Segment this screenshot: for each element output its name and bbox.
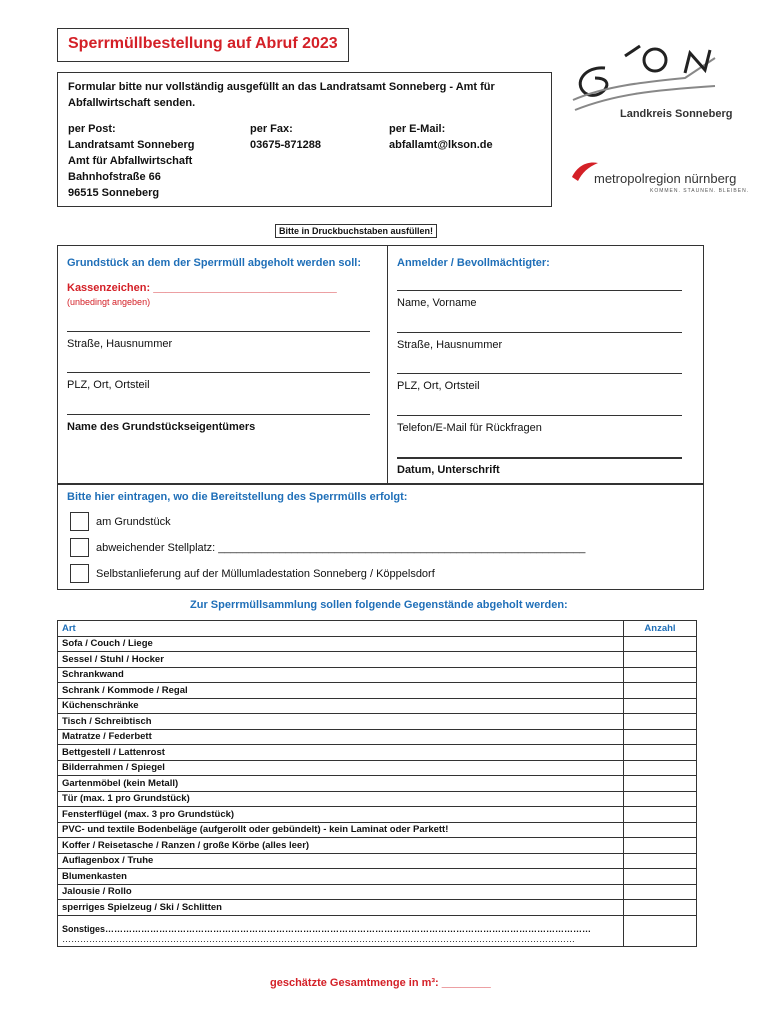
col-anzahl-header: Anzahl <box>624 621 697 637</box>
option-property-label: am Grundstück <box>96 516 171 528</box>
table-row <box>58 807 697 823</box>
item-name: Sessel / Stuhl / Hocker <box>58 652 624 668</box>
item-name: Jalousie / Rollo <box>58 884 624 900</box>
owner-input-line[interactable] <box>67 414 370 415</box>
option-self-delivery-checkbox[interactable] <box>70 564 89 583</box>
block-letters-note: Bitte in Druckbuchstaben ausfüllen! <box>275 224 437 238</box>
table-row <box>58 900 697 916</box>
placement-heading: Bitte hier eintragen, wo die Bereitstellung des Sperrmülls erfolgt: <box>67 491 408 503</box>
title-box <box>57 28 349 62</box>
option-property-checkbox[interactable] <box>70 512 89 531</box>
item-quantity-cell[interactable] <box>624 822 697 838</box>
table-row <box>58 776 697 792</box>
item-quantity-cell[interactable] <box>624 760 697 776</box>
item-name: Koffer / Reisetasche / Ranzen / große Körbe (alles leer) <box>58 838 624 854</box>
plz-label: PLZ, Ort, Ortsteil <box>67 379 150 391</box>
phone-input-line[interactable] <box>397 415 682 416</box>
item-quantity-cell[interactable] <box>624 667 697 683</box>
table-row <box>58 822 697 838</box>
table-row <box>58 869 697 885</box>
lkson-logo-graphic <box>565 38 755 138</box>
street-label: Straße, Hausnummer <box>67 338 173 350</box>
option-alt-location-checkbox[interactable] <box>70 538 89 557</box>
intro-text-2: Abfallwirtschaft senden. <box>68 97 196 109</box>
item-quantity-cell[interactable] <box>624 853 697 869</box>
lkson-logo-text: Landkreis Sonneberg <box>620 108 733 120</box>
item-name: Auflagenbox / Truhe <box>58 853 624 869</box>
item-name: Bilderrahmen / Spiegel <box>58 760 624 776</box>
items-table <box>57 620 697 947</box>
item-quantity-cell[interactable] <box>624 636 697 652</box>
metropolregion-logo <box>570 155 760 200</box>
table-row <box>58 853 697 869</box>
sonstiges-quantity-cell[interactable] <box>624 915 697 946</box>
item-name: Schrank / Kommode / Regal <box>58 683 624 699</box>
table-row <box>58 652 697 668</box>
applicant-street-input-line[interactable] <box>397 332 682 333</box>
table-row <box>58 745 697 761</box>
option-alt-location-label[interactable]: abweichender Stellplatz: ____________________________________________________________ <box>96 542 586 554</box>
item-quantity-cell[interactable] <box>624 776 697 792</box>
email-label: per E-Mail: <box>389 123 446 135</box>
item-name: Tisch / Schreibtisch <box>58 714 624 730</box>
intro-text-1: Formular bitte nur vollständig ausgefüllt an das Landratsamt Sonneberg - Amt für <box>68 81 495 93</box>
applicant-plz-input-line[interactable] <box>397 373 682 374</box>
item-name: Schrankwand <box>58 667 624 683</box>
applicant-plz-label: PLZ, Ort, Ortsteil <box>397 380 480 392</box>
item-name: PVC- und textile Bodenbeläge (aufgerollt oder gebündelt) - kein Laminat oder Parkett! <box>58 822 624 838</box>
metropolregion-slogan: KOMMEN. STAUNEN. BLEIBEN. <box>650 188 750 194</box>
phone-label: Telefon/E-Mail für Rückfragen <box>397 422 542 434</box>
post-label: per Post: <box>68 123 116 135</box>
post-line: 96515 Sonneberg <box>68 187 160 199</box>
lkson-logo <box>565 38 755 138</box>
post-line: Landratsamt Sonneberg <box>68 139 195 151</box>
item-quantity-cell[interactable] <box>624 869 697 885</box>
signature-label: Datum, Unterschrift <box>397 464 500 476</box>
item-quantity-cell[interactable] <box>624 900 697 916</box>
email-value: abfallamt@lkson.de <box>389 139 493 151</box>
name-input-line[interactable] <box>397 290 682 291</box>
post-line: Amt für Abfallwirtschaft <box>68 155 193 167</box>
kassenzeichen-note: (unbedingt angeben) <box>67 297 151 307</box>
total-volume-field[interactable]: geschätzte Gesamtmenge in m³: ________ <box>270 977 491 989</box>
table-row <box>58 683 697 699</box>
item-name: Sofa / Couch / Liege <box>58 636 624 652</box>
item-quantity-cell[interactable] <box>624 698 697 714</box>
table-row <box>58 884 697 900</box>
item-quantity-cell[interactable] <box>624 884 697 900</box>
applicant-street-label: Straße, Hausnummer <box>397 339 503 351</box>
item-name: Blumenkasten <box>58 869 624 885</box>
table-row <box>58 791 697 807</box>
owner-label: Name des Grundstückseigentümers <box>67 421 256 433</box>
fax-label: per Fax: <box>250 123 293 135</box>
signature-input-line[interactable] <box>397 457 682 459</box>
option-self-delivery-label: Selbstanlieferung auf der Müllumladestation Sonneberg / Köppelsdorf <box>96 568 435 580</box>
applicant-heading: Anmelder / Bevollmächtigter: <box>397 257 550 269</box>
item-quantity-cell[interactable] <box>624 745 697 761</box>
sonstiges-line-1: Sonstiges……………………………………………………………………………………………………………………………………………… <box>62 923 592 934</box>
item-quantity-cell[interactable] <box>624 652 697 668</box>
address-form-box <box>57 245 704 485</box>
sonstiges-line-2: ……………………………………………………………………………………………………………………………………………………… <box>62 933 575 944</box>
item-name: Küchenschränke <box>58 698 624 714</box>
item-quantity-cell[interactable] <box>624 807 697 823</box>
item-quantity-cell[interactable] <box>624 729 697 745</box>
item-name: Matratze / Federbett <box>58 729 624 745</box>
item-name: Gartenmöbel (kein Metall) <box>58 776 624 792</box>
plz-input-line[interactable] <box>67 372 370 373</box>
item-name: Bettgestell / Lattenrost <box>58 745 624 761</box>
submission-info-box <box>57 72 552 207</box>
form-column-divider <box>387 245 388 483</box>
col-art-header: Art <box>58 621 624 637</box>
table-row <box>58 729 697 745</box>
kassenzeichen-field[interactable]: Kassenzeichen: ______________________________ <box>67 282 337 294</box>
sonstiges-row <box>58 915 697 946</box>
street-input-line[interactable] <box>67 331 370 332</box>
item-quantity-cell[interactable] <box>624 791 697 807</box>
table-row <box>58 667 697 683</box>
property-heading: Grundstück an dem der Sperrmüll abgeholt werden soll: <box>67 257 361 269</box>
item-quantity-cell[interactable] <box>624 838 697 854</box>
table-row <box>58 698 697 714</box>
item-quantity-cell[interactable] <box>624 714 697 730</box>
name-label: Name, Vorname <box>397 297 477 309</box>
post-line: Bahnhofstraße 66 <box>68 171 161 183</box>
table-row <box>58 714 697 730</box>
table-row <box>58 636 697 652</box>
page-title: Sperrmüllbestellung auf Abruf 2023 <box>68 35 338 52</box>
table-row <box>58 838 697 854</box>
item-name: sperriges Spielzeug / Ski / Schlitten <box>58 900 624 916</box>
items-heading: Zur Sperrmüllsammlung sollen folgende Gegenstände abgeholt werden: <box>190 599 568 611</box>
metropolregion-text: metropolregion nürnberg <box>594 171 737 186</box>
table-row <box>58 760 697 776</box>
sonstiges-field[interactable] <box>58 915 624 946</box>
item-quantity-cell[interactable] <box>624 683 697 699</box>
item-name: Tür (max. 1 pro Grundstück) <box>58 791 624 807</box>
fax-value: 03675-871288 <box>250 139 321 151</box>
table-header-row <box>58 621 697 637</box>
item-name: Fensterflügel (max. 3 pro Grundstück) <box>58 807 624 823</box>
